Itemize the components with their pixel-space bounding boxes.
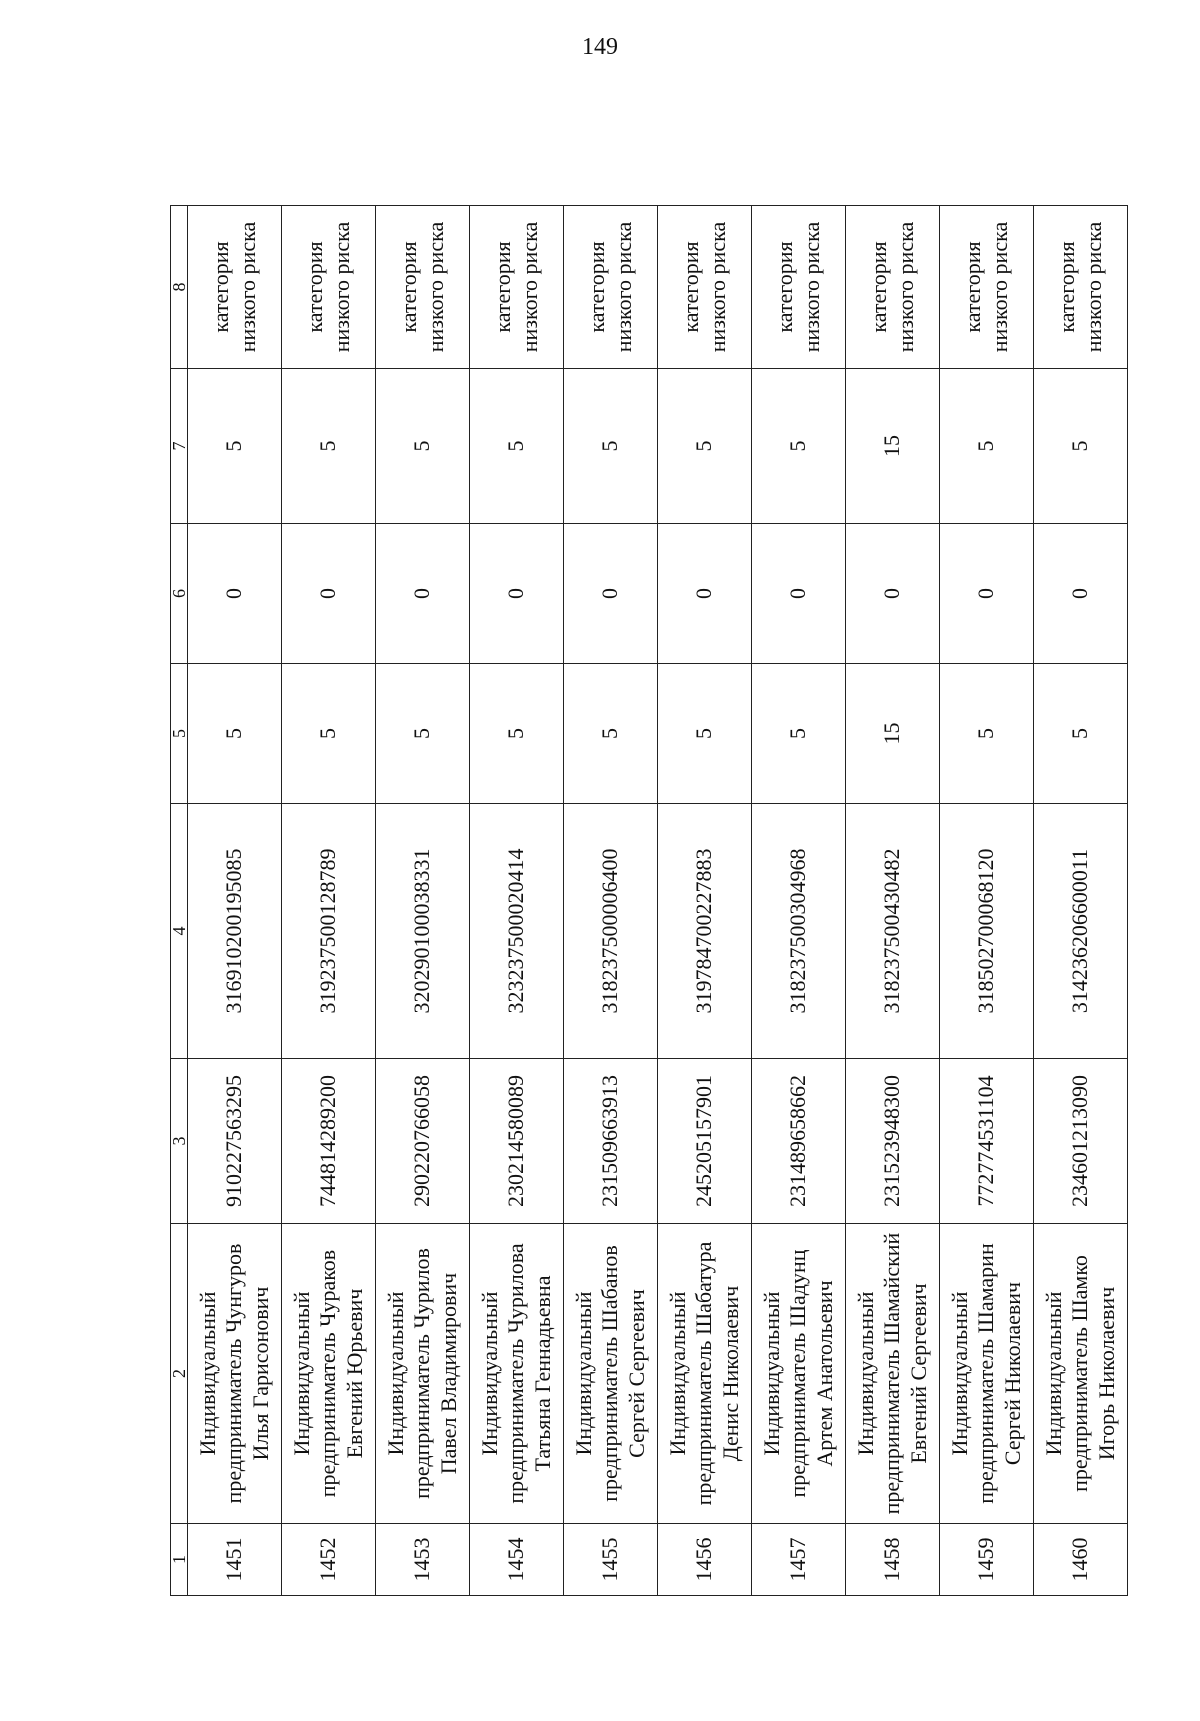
risk-category-cell (752, 206, 846, 369)
column-6-cell: 0 (752, 524, 846, 664)
column-header-8: 8 (171, 206, 188, 369)
ogrnip-cell: 323237500020414 (470, 804, 564, 1059)
ogrnip-cell: 318237500304968 (752, 804, 846, 1059)
entrepreneur-name-cell-line: предприниматель Чураков (315, 1249, 341, 1498)
column-7-cell: 5 (940, 369, 1034, 524)
column-5-cell: 5 (470, 664, 564, 804)
column-6-cell: 0 (658, 524, 752, 664)
row-number-cell: 1456 (658, 1524, 752, 1596)
column-6-cell: 0 (846, 524, 940, 664)
risk-category-cell-line: категория (208, 241, 234, 333)
risk-category-cell-line: низкого риска (892, 221, 918, 353)
risk-category-cell-line: категория (960, 241, 986, 333)
column-header-1: 1 (171, 1524, 188, 1596)
entrepreneur-name-cell-line: предприниматель Шабатура (691, 1241, 717, 1506)
column-5-cell: 15 (846, 664, 940, 804)
column-6-cell: 0 (282, 524, 376, 664)
row-number-cell: 1454 (470, 1524, 564, 1596)
risk-category-cell (376, 206, 470, 369)
table-row (752, 206, 846, 1596)
entrepreneur-name-cell-line: предприниматель Шамайский (879, 1232, 905, 1515)
column-7-cell: 5 (658, 369, 752, 524)
inn-cell: 234601213090 (1034, 1059, 1128, 1224)
entrepreneur-name-cell-line: Индивидуальный (570, 1291, 596, 1456)
entrepreneur-name-cell-line: предприниматель Шабанов (597, 1245, 623, 1502)
column-7-cell: 5 (282, 369, 376, 524)
risk-category-cell-line: низкого риска (798, 221, 824, 353)
table-row (846, 206, 940, 1596)
entrepreneur-name-cell-line: Индивидуальный (194, 1291, 220, 1456)
risk-category-cell-line: категория (866, 241, 892, 333)
risk-category-cell-line: низкого риска (328, 221, 354, 353)
ogrnip-cell: 320290100038331 (376, 804, 470, 1059)
column-7-cell: 15 (846, 369, 940, 524)
row-number-cell: 1455 (564, 1524, 658, 1596)
entrepreneur-name-cell (658, 1224, 752, 1524)
entrepreneur-name-cell (564, 1224, 658, 1524)
entrepreneur-name-cell-line: Индивидуальный (758, 1291, 784, 1456)
column-number-row (171, 206, 188, 1596)
risk-category-cell-line: категория (396, 241, 422, 333)
entrepreneur-name-cell (188, 1224, 282, 1524)
entrepreneur-name-cell-line: Индивидуальный (476, 1291, 502, 1456)
column-5-cell: 5 (282, 664, 376, 804)
column-header-2: 2 (171, 1224, 188, 1524)
registry-table (170, 205, 1128, 1596)
table-row (1034, 206, 1128, 1596)
column-5-cell: 5 (658, 664, 752, 804)
row-number-cell: 1452 (282, 1524, 376, 1596)
column-6-cell: 0 (188, 524, 282, 664)
entrepreneur-name-cell-line: Сергей Сергеевич (623, 1289, 649, 1458)
ogrnip-cell: 314236206600011 (1034, 804, 1128, 1059)
entrepreneur-name-cell-line: предприниматель Шадунц (785, 1249, 811, 1498)
inn-cell: 231489658662 (752, 1059, 846, 1224)
entrepreneur-name-cell-line: Денис Николаевич (717, 1285, 743, 1462)
risk-category-cell-line: низкого риска (516, 221, 542, 353)
row-number-cell: 1451 (188, 1524, 282, 1596)
table-row (376, 206, 470, 1596)
column-6-cell: 0 (470, 524, 564, 664)
risk-category-cell-line: низкого риска (234, 221, 260, 353)
entrepreneur-name-cell-line: Евгений Сергеевич (905, 1283, 931, 1464)
risk-category-cell-line: категория (490, 241, 516, 333)
ogrnip-cell: 319237500128789 (282, 804, 376, 1059)
column-header-6: 6 (171, 524, 188, 664)
risk-category-cell-line: категория (1054, 241, 1080, 333)
column-header-4: 4 (171, 804, 188, 1059)
risk-category-cell (1034, 206, 1128, 369)
column-7-cell: 5 (1034, 369, 1128, 524)
column-5-cell: 5 (940, 664, 1034, 804)
column-6-cell: 0 (564, 524, 658, 664)
column-7-cell: 5 (564, 369, 658, 524)
entrepreneur-name-cell-line: Индивидуальный (946, 1291, 972, 1456)
table-row (658, 206, 752, 1596)
row-number-cell: 1460 (1034, 1524, 1128, 1596)
entrepreneur-name-cell (752, 1224, 846, 1524)
risk-category-cell (470, 206, 564, 369)
inn-cell: 231509663913 (564, 1059, 658, 1224)
table-body (188, 206, 1128, 1596)
column-7-cell: 5 (470, 369, 564, 524)
ogrnip-cell: 319784700227883 (658, 804, 752, 1059)
ogrnip-cell: 318502700068120 (940, 804, 1034, 1059)
ogrnip-cell: 318237500430482 (846, 804, 940, 1059)
risk-category-cell (564, 206, 658, 369)
column-5-cell: 5 (188, 664, 282, 804)
inn-cell: 744814289200 (282, 1059, 376, 1224)
risk-category-cell-line: низкого риска (422, 221, 448, 353)
row-number-cell: 1457 (752, 1524, 846, 1596)
column-5-cell: 5 (752, 664, 846, 804)
entrepreneur-name-cell-line: Илья Гарисонович (247, 1286, 273, 1461)
ogrnip-cell: 318237500006400 (564, 804, 658, 1059)
risk-category-cell-line: категория (678, 241, 704, 333)
row-number-cell: 1459 (940, 1524, 1034, 1596)
inn-cell: 231523948300 (846, 1059, 940, 1224)
risk-category-cell (282, 206, 376, 369)
risk-category-cell-line: низкого риска (610, 221, 636, 353)
risk-category-cell-line: категория (302, 241, 328, 333)
entrepreneur-name-cell-line: Индивидуальный (664, 1291, 690, 1456)
table-row (940, 206, 1034, 1596)
table-row (470, 206, 564, 1596)
entrepreneur-name-cell-line: Игорь Николаевич (1093, 1286, 1119, 1461)
entrepreneur-name-cell-line: Индивидуальный (852, 1291, 878, 1456)
risk-category-cell (658, 206, 752, 369)
column-header-3: 3 (171, 1059, 188, 1224)
column-6-cell: 0 (940, 524, 1034, 664)
column-5-cell: 5 (1034, 664, 1128, 804)
row-number-cell: 1458 (846, 1524, 940, 1596)
risk-category-cell-line: категория (772, 241, 798, 333)
entrepreneur-name-cell-line: предприниматель Чурилов (409, 1248, 435, 1499)
entrepreneur-name-cell-line: Индивидуальный (288, 1291, 314, 1456)
table-row (282, 206, 376, 1596)
entrepreneur-name-cell (940, 1224, 1034, 1524)
inn-cell: 230214580089 (470, 1059, 564, 1224)
entrepreneur-name-cell (470, 1224, 564, 1524)
risk-category-cell (846, 206, 940, 369)
entrepreneur-name-cell-line: предприниматель Шамарин (973, 1243, 999, 1504)
entrepreneur-name-cell-line: Индивидуальный (1040, 1291, 1066, 1456)
entrepreneur-name-cell-line: предприниматель Шамко (1067, 1255, 1093, 1492)
inn-cell: 245205157901 (658, 1059, 752, 1224)
column-5-cell: 5 (376, 664, 470, 804)
column-header-7: 7 (171, 369, 188, 524)
column-7-cell: 5 (188, 369, 282, 524)
entrepreneur-name-cell-line: Сергей Николаевич (999, 1281, 1025, 1466)
entrepreneur-name-cell (846, 1224, 940, 1524)
entrepreneur-name-cell-line: Евгений Юрьевич (341, 1288, 367, 1459)
entrepreneur-name-cell (376, 1224, 470, 1524)
inn-cell: 290220766058 (376, 1059, 470, 1224)
risk-category-cell-line: категория (584, 241, 610, 333)
risk-category-cell (940, 206, 1034, 369)
column-7-cell: 5 (376, 369, 470, 524)
column-6-cell: 0 (376, 524, 470, 664)
inn-cell: 910227563295 (188, 1059, 282, 1224)
column-7-cell: 5 (752, 369, 846, 524)
entrepreneur-name-cell-line: Артем Анатольевич (811, 1280, 837, 1467)
entrepreneur-name-cell-line: Индивидуальный (382, 1291, 408, 1456)
inn-cell: 772774531104 (940, 1059, 1034, 1224)
entrepreneur-name-cell (1034, 1224, 1128, 1524)
ogrnip-cell: 316910200195085 (188, 804, 282, 1059)
row-number-cell: 1453 (376, 1524, 470, 1596)
risk-category-cell (188, 206, 282, 369)
column-header-5: 5 (171, 664, 188, 804)
rotated-table-container (170, 206, 1128, 1596)
risk-category-cell-line: низкого риска (986, 221, 1012, 353)
entrepreneur-name-cell-line: Татьяна Геннадьевна (529, 1275, 555, 1472)
entrepreneur-name-cell-line: Павел Владимирович (435, 1272, 461, 1475)
table-row (188, 206, 282, 1596)
page-number: 149 (582, 34, 618, 60)
column-6-cell: 0 (1034, 524, 1128, 664)
table-row (564, 206, 658, 1596)
entrepreneur-name-cell-line: предприниматель Чунгуров (221, 1243, 247, 1504)
risk-category-cell-line: низкого риска (704, 221, 730, 353)
column-5-cell: 5 (564, 664, 658, 804)
risk-category-cell-line: низкого риска (1080, 221, 1106, 353)
entrepreneur-name-cell-line: предприниматель Чурилова (503, 1243, 529, 1504)
entrepreneur-name-cell (282, 1224, 376, 1524)
